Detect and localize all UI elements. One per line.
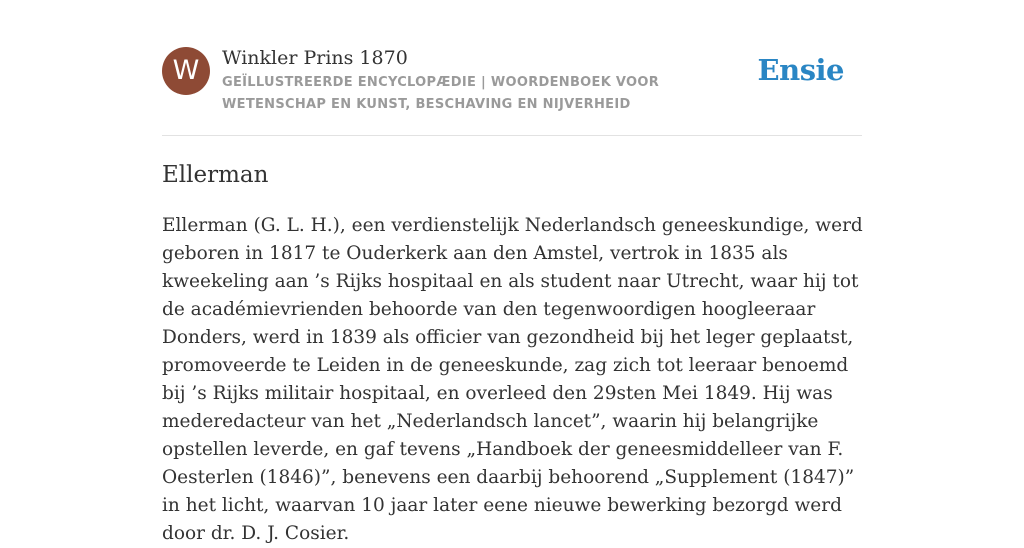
source-title[interactable]: Winkler Prins 1870 [222, 47, 408, 69]
header [162, 46, 862, 136]
source-avatar: W [162, 47, 210, 95]
brand-logo[interactable]: Ensie [757, 53, 844, 87]
header-divider [162, 135, 862, 136]
source-subtitle: GEÏLLUSTREERDE ENCYCLOPÆDIE | WOORDENBOEK VOOR WETENSCHAP EN KUNST, BESCHAVING EN NIJVERHEID [222, 75, 660, 112]
article-title: Ellerman [162, 162, 269, 188]
article-body: Ellerman (G. L. H.), een verdienstelijk Nederlandsch geneeskundige, werd geboren in 1817 te Ouderkerk aan den Amstel, vertrok in 1835 als kweekeling aan ’s Rijks hospitaal en als student naar Utrecht, waar hij tot de académievrienden behoorde van den tegenwoordigen hoogleeraar Donders, werd in 1839 als officier van gezondheid bij het leger geplaatst, promoveerde te Leiden in de geneeskunde, zag zich tot leeraar benoemd bij ’s Rijks militair hospitaal, en overleed den 29sten Mei 1849. Hij was mederedacteur van het „Nederlandsch lancet”, waarin hij belangrijke opstellen leverde, en gaf tevens „Handboek der geneesmiddelleer van F. Oesterlen (1846)”, benevens een daarbij behoorend „Supplement (1847)” in het licht, waarvan 10 jaar later eene nieuwe bewerking bezorgd werd door dr. D. J. Cosier. [162, 215, 863, 544]
